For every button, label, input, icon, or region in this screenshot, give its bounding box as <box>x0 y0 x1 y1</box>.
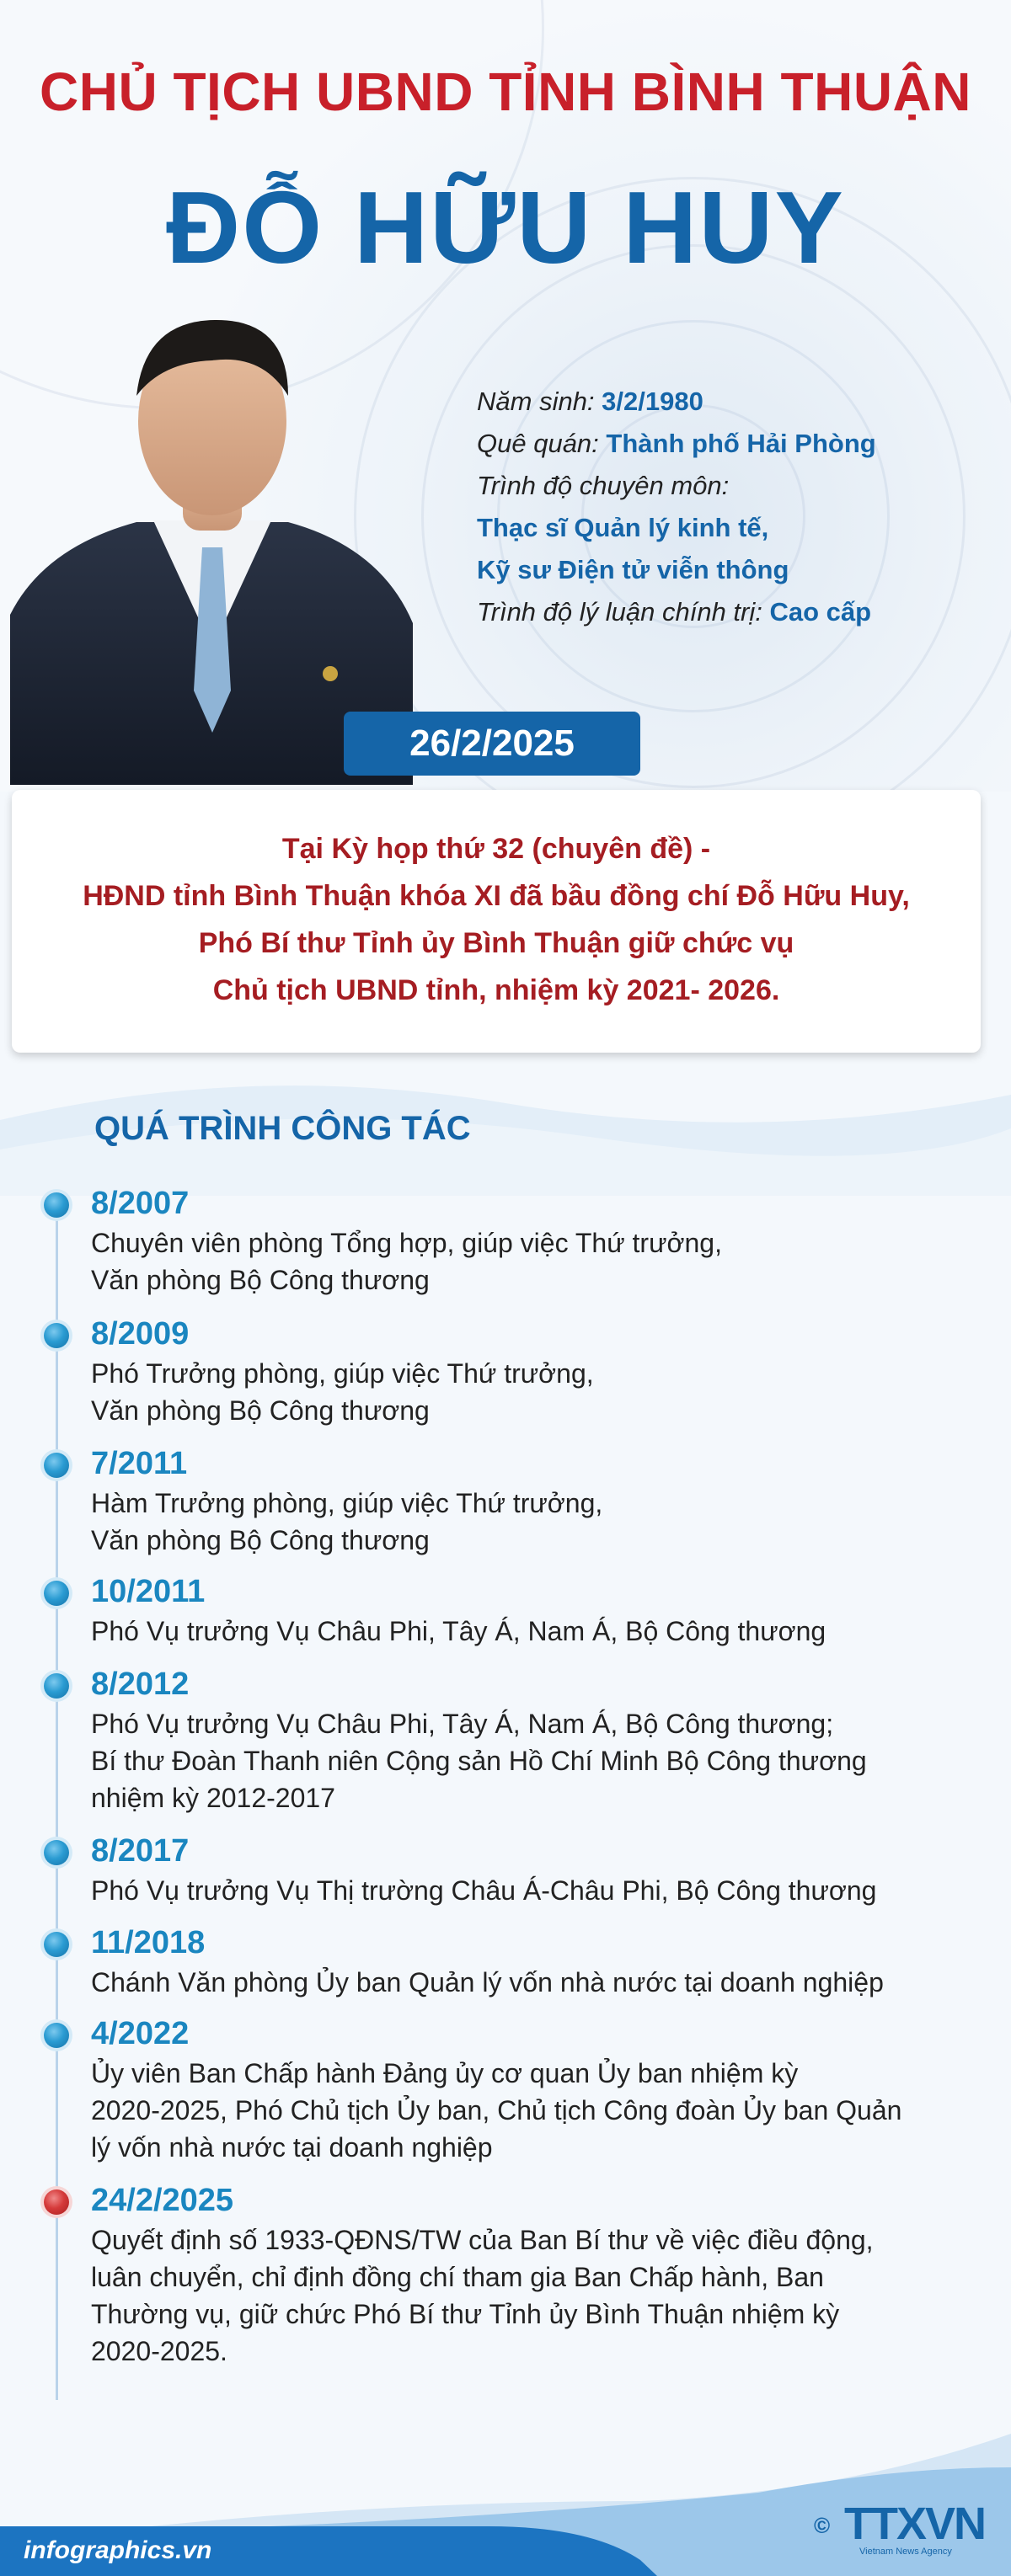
event-notice-card <box>12 790 981 1053</box>
hometown-row <box>477 423 982 465</box>
timeline-desc: Hàm Trưởng phòng, giúp việc Thứ trưởng, Văn phòng Bộ Công thương <box>91 1488 603 1555</box>
education-value-1: Thạc sĩ Quản lý kinh tế, <box>477 513 769 542</box>
career-section-title: QUÁ TRÌNH CÔNG TÁC <box>94 1110 471 1147</box>
timeline-desc: Chuyên viên phòng Tổng hợp, giúp việc Thứ trưởng, Văn phòng Bộ Công thương <box>91 1228 722 1295</box>
politics-label: Trình độ lý luận chính trị: <box>477 597 770 627</box>
timeline-desc: Chánh Văn phòng Ủy ban Quản lý vốn nhà nước tại doanh nghiệp <box>91 1967 884 1997</box>
timeline-dot-icon <box>44 1840 69 1865</box>
timeline-desc: Phó Vụ trưởng Vụ Châu Phi, Tây Á, Nam Á, Bộ Công thương <box>91 1616 826 1646</box>
timeline-date: 8/2017 <box>91 1833 190 1869</box>
timeline-date: 8/2007 <box>91 1186 190 1221</box>
timeline-desc: Ủy viên Ban Chấp hành Đảng ủy cơ quan Ủy ban nhiệm kỳ 2020-2025, Phó Chủ tịch Ủy ban, Chủ tịch Công đoàn Ủy ban Quản lý vốn nhà nước tại doanh nghiệp <box>91 2058 902 2163</box>
timeline-desc: Quyết định số 1933-QĐNS/TW của Ban Bí thư về việc điều động, luân chuyển, chỉ định đồng chí tham gia Ban Chấp hành, Ban Thường vụ, giữ chức Phó Bí thư Tỉnh ủy Bình Thuận nhiệm kỳ 2020-2025. <box>91 2225 874 2366</box>
timeline-date: 7/2011 <box>91 1446 188 1481</box>
ttxvn-logo: TTXVN <box>844 2499 986 2549</box>
timeline-dot-icon <box>44 1932 69 1957</box>
politics-row <box>477 591 982 633</box>
event-line: Chủ tịch UBND tỉnh, nhiệm kỳ 2021- 2026. <box>212 974 780 1006</box>
birth-value: 3/2/1980 <box>602 387 703 416</box>
timeline-date: 4/2022 <box>91 2016 190 2051</box>
event-line: Tại Kỳ họp thứ 32 (chuyên đề) - <box>281 833 711 865</box>
hometown-label: Quê quán: <box>477 429 607 458</box>
timeline-dot-icon <box>44 1673 69 1699</box>
timeline-desc: Phó Vụ trưởng Vụ Châu Phi, Tây Á, Nam Á, Bộ Công thương; Bí thư Đoàn Thanh niên Cộng sản Hồ Chí Minh Bộ Công thương nhiệm kỳ 2012-2017 <box>91 1709 867 1813</box>
event-line: Phó Bí thư Tỉnh ủy Bình Thuận giữ chức vụ <box>198 927 794 959</box>
timeline-date: 11/2018 <box>91 1925 206 1960</box>
timeline-date: 10/2011 <box>91 1574 206 1609</box>
timeline-desc: Phó Trưởng phòng, giúp việc Thứ trưởng, Văn phòng Bộ Công thương <box>91 1358 594 1426</box>
title-position: CHỦ TỊCH UBND TỈNH BÌNH THUẬN <box>40 61 971 122</box>
event-date-badge: 26/2/2025 <box>344 712 640 776</box>
timeline-date: 8/2009 <box>91 1316 190 1352</box>
timeline-dot-icon <box>44 1192 69 1218</box>
copyright-icon: © <box>814 2513 831 2538</box>
timeline-desc: Phó Vụ trưởng Vụ Thị trường Châu Á-Châu Phi, Bộ Công thương <box>91 1875 877 1906</box>
event-line: HĐND tỉnh Bình Thuận khóa XI đã bầu đồng chí Đỗ Hữu Huy, <box>83 880 910 912</box>
ttxvn-logo-subtitle: Vietnam News Agency <box>859 2547 952 2557</box>
timeline-dot-icon <box>44 2189 69 2215</box>
timeline-date: 24/2/2025 <box>91 2183 234 2218</box>
timeline-dot-icon <box>44 1581 69 1606</box>
event-notice-text <box>45 825 947 1014</box>
title-name: ĐỖ HỮU HUY <box>166 170 845 285</box>
education-label: Trình độ chuyên môn: <box>477 471 730 500</box>
education-value-2: Kỹ sư Điện tử viễn thông <box>477 555 789 584</box>
timeline-dot-icon <box>44 2023 69 2048</box>
timeline-line <box>56 1196 58 2400</box>
politics-value: Cao cấp <box>769 597 872 627</box>
timeline-date: 8/2012 <box>91 1667 190 1702</box>
timeline-dot-icon <box>44 1453 69 1478</box>
birth-label: Năm sinh: <box>477 387 602 416</box>
hometown-value: Thành phố Hải Phòng <box>606 429 876 458</box>
profile-info <box>477 381 982 633</box>
birth-row <box>477 381 982 423</box>
footer-site: infographics.vn <box>24 2536 212 2564</box>
timeline-dot-icon <box>44 1323 69 1348</box>
